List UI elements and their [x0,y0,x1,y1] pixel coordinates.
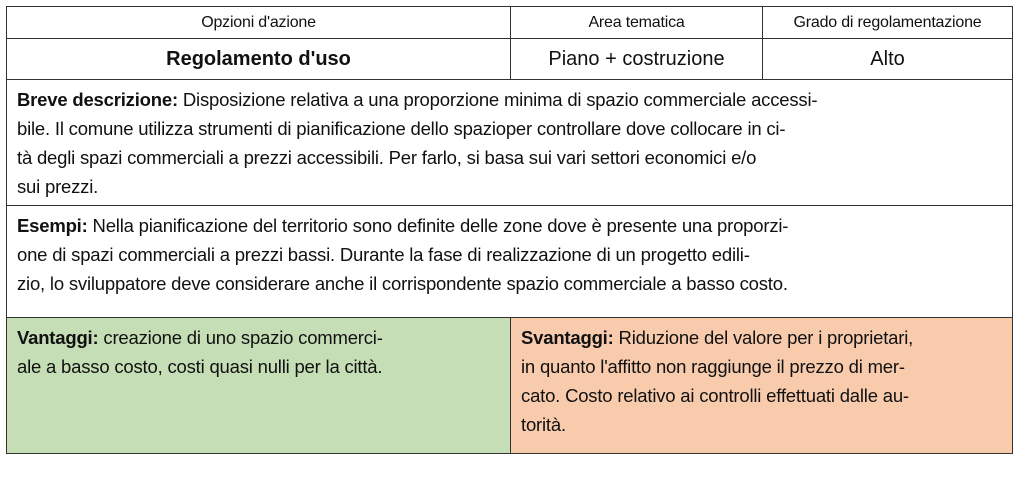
advantages-line: creazione di uno spazio commerci- [103,327,383,348]
disadvantages-line: torità. [521,414,566,435]
examples-cell [7,206,1013,318]
disadvantages-line: in quanto l'affitto non raggiunge il prezzo di mer- [521,356,905,377]
action-option-sheet [6,6,1012,454]
advantages-line: ale a basso costo, costi quasi nulli per la città. [17,356,383,377]
advantages-label: Vantaggi: [17,327,99,348]
advantages-cell [7,318,511,454]
action-option-table [6,6,1013,454]
header-row [7,7,1013,39]
value-row [7,39,1013,80]
description-cell [7,80,1013,206]
description-line: sui prezzi. [17,176,99,197]
description-line: Disposizione relativa a una proporzione minima di spazio commerciale accessi- [182,89,818,110]
option-title: Regolamento d'uso [7,39,511,80]
description-row [7,80,1013,206]
description-line: tà degli spazi commerciali a prezzi accessibili. Per farlo, si basa sui vari settori economici e/o [17,147,757,168]
pros-cons-row [7,318,1013,454]
disadvantages-label: Svantaggi: [521,327,614,348]
header-area: Area tematica [511,7,763,39]
examples-row [7,206,1013,318]
disadvantages-line: Riduzione del valore per i proprietari, [618,327,914,348]
header-option: Opzioni d'azione [7,7,511,39]
thematic-area-value: Piano + costruzione [511,39,763,80]
regulation-degree-value: Alto [763,39,1013,80]
examples-line: Nella pianificazione del territorio sono definite delle zone dove è presente una proporzi- [92,215,789,236]
examples-line: one di spazi commerciali a prezzi bassi. Durante la fase di realizzazione di un progetto edili- [17,244,750,265]
description-label: Breve descrizione: [17,89,178,110]
examples-label: Esempi: [17,215,88,236]
disadvantages-cell [511,318,1013,454]
examples-line: zio, lo sviluppatore deve considerare anche il corrispondente spazio commerciale a basso costo. [17,273,788,294]
disadvantages-line: cato. Costo relativo ai controlli effettuati dalle au- [521,385,909,406]
header-degree: Grado di regolamentazione [763,7,1013,39]
description-line: bile. Il comune utilizza strumenti di pianificazione dello spazioper controllare dove collocare in ci- [17,118,786,139]
